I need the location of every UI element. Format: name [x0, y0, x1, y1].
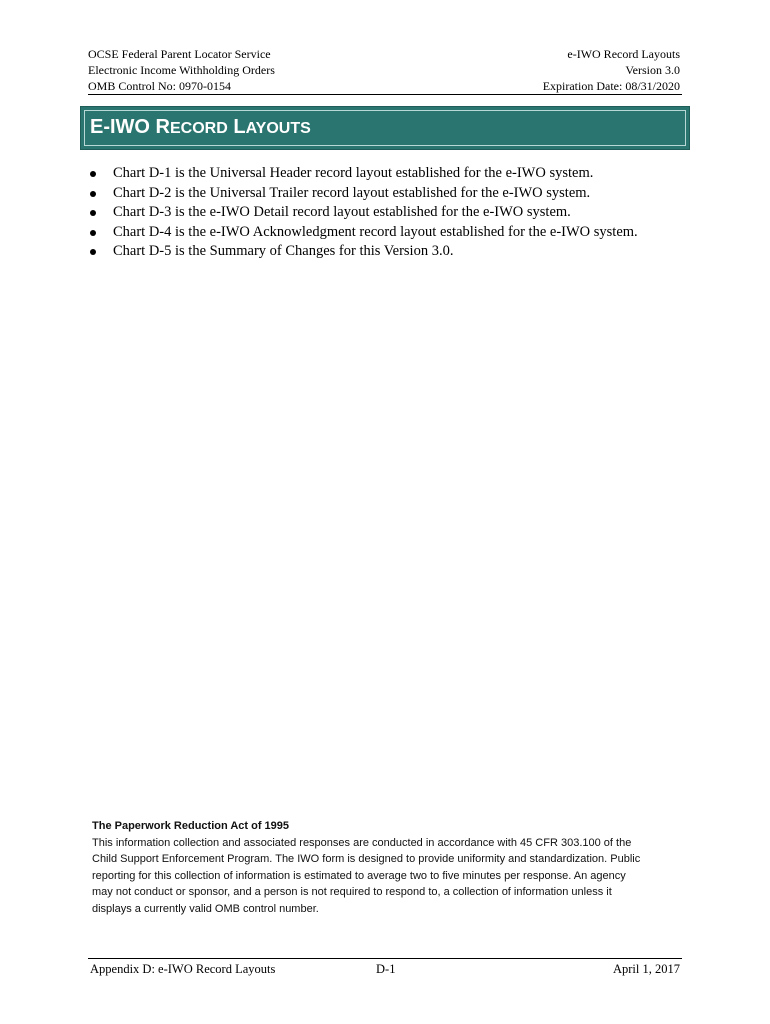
header-right — [543, 46, 680, 94]
list-item — [88, 223, 638, 243]
header-version: Version 3.0 — [625, 63, 680, 77]
notice-line: reporting for this collection of information is estimated to average two to five minutes per response. An agency — [92, 869, 626, 882]
page-number: D-1 — [376, 962, 396, 976]
list-item-text: Chart D-2 is the Universal Trailer record layout established for the e-IWO system. — [113, 184, 591, 201]
section-title: E-IWO RECORD LAYOUTS — [90, 116, 311, 138]
notice-line: Child Support Enforcement Program. The IWO form is designed to provide uniformity and standardization. Public — [92, 853, 641, 865]
paperwork-notice — [92, 818, 672, 917]
notice-title: The Paperwork Reduction Act of 1995 — [92, 820, 290, 832]
footer-date: April 1, 2017 — [612, 962, 680, 976]
list-item-text: Chart D-4 is the e-IWO Acknowledgment record layout established for the e-IWO system. — [113, 223, 638, 240]
chart-list — [88, 164, 638, 262]
notice-line: may not conduct or sponsor, and a person is not required to respond to, a collection of information unless it — [92, 886, 612, 898]
list-item — [88, 164, 638, 184]
footer-appendix: Appendix D: e-IWO Record Layouts — [90, 962, 276, 976]
header-divider — [88, 94, 682, 95]
bullet-icon — [90, 171, 96, 177]
footer-divider — [88, 958, 682, 959]
list-item — [88, 184, 638, 204]
bullet-icon — [90, 230, 96, 236]
header-omb-control: OMB Control No: 0970-0154 — [88, 79, 232, 93]
list-item-text: Chart D-5 is the Summary of Changes for this Version 3.0. — [113, 243, 454, 259]
header-program: Electronic Income Withholding Orders — [88, 63, 275, 77]
header-left — [88, 46, 275, 94]
list-item-text: Chart D-3 is the e-IWO Detail record layout established for the e-IWO system. — [113, 204, 571, 220]
list-item — [88, 242, 638, 262]
header-doc-title: e-IWO Record Layouts — [567, 47, 680, 61]
header-agency: OCSE Federal Parent Locator Service — [88, 47, 271, 61]
section-banner — [80, 106, 690, 150]
header-expiration: Expiration Date: 08/31/2020 — [542, 79, 680, 93]
notice-line: This information collection and associated responses are conducted in accordance with 45 CFR 303.100 of the — [92, 836, 632, 849]
list-item-text: Chart D-1 is the Universal Header record layout established for the e-IWO system. — [113, 165, 594, 181]
bullet-icon — [90, 191, 96, 197]
bullet-icon — [90, 249, 96, 255]
list-item — [88, 203, 638, 223]
notice-line: displays a currently valid OMB control number. — [92, 902, 319, 915]
bullet-icon — [90, 210, 96, 216]
